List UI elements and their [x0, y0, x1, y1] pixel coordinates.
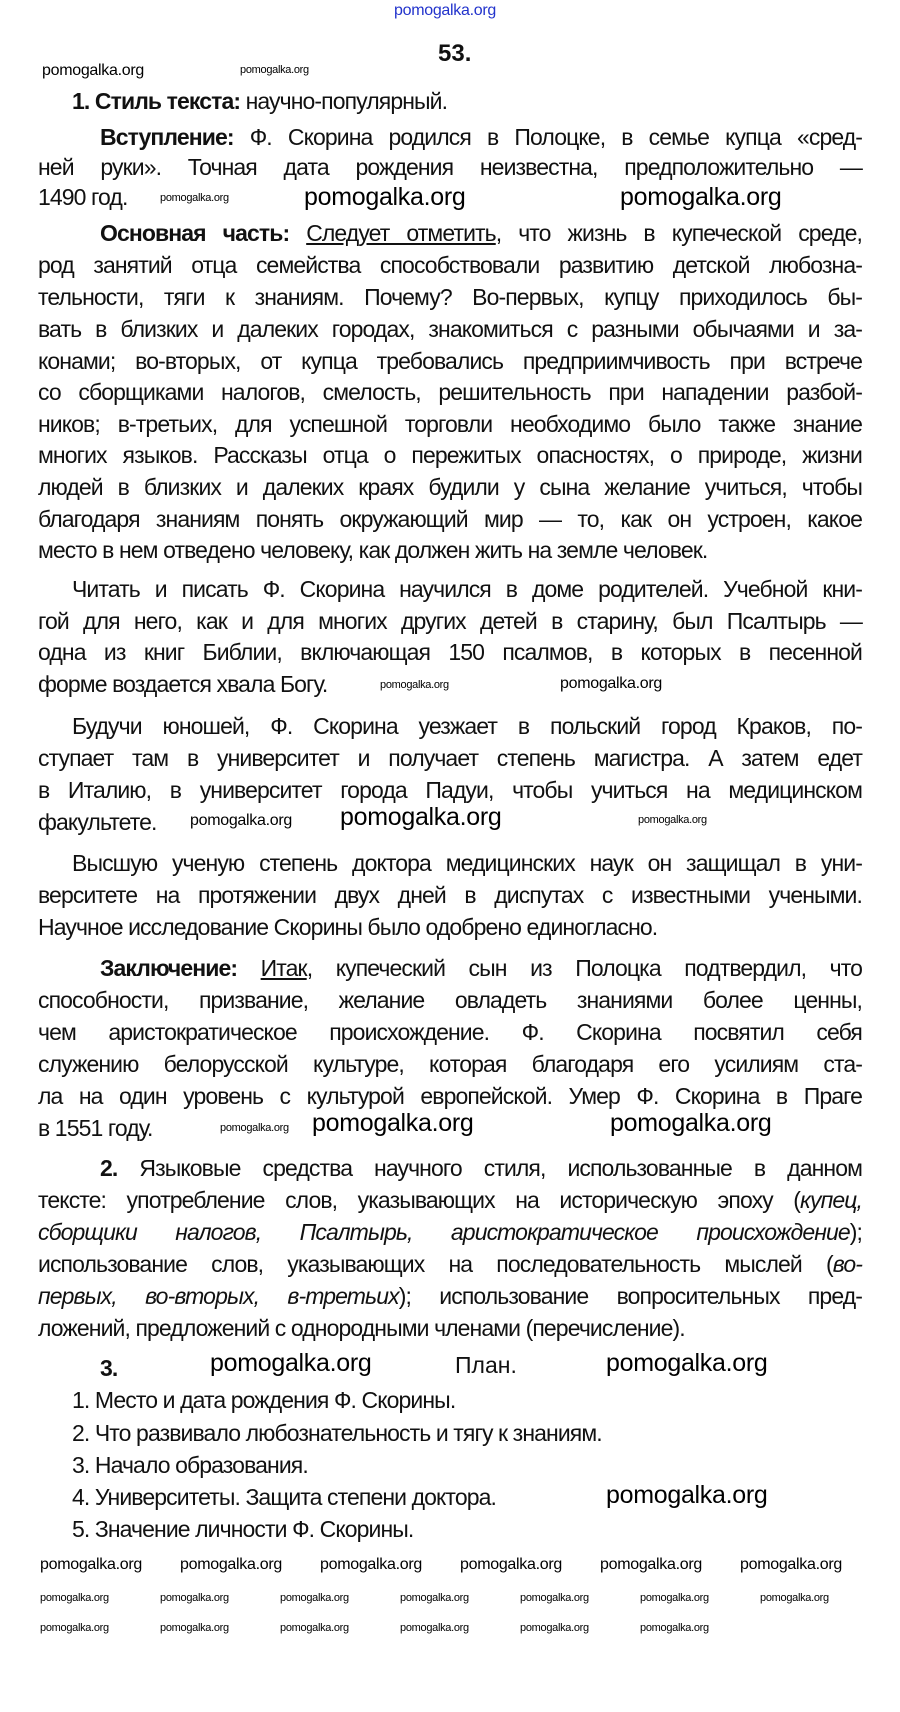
watermark: pomogalka.org — [280, 1592, 349, 1604]
watermark: pomogalka.org — [42, 62, 144, 79]
text-line: многих языков. Рассказы отца о пережитых опасностях, о природе, жизни — [38, 442, 862, 468]
text-line: ла на один уровень с культурой европейской. Умер Ф. Скорина в Праге — [38, 1083, 862, 1109]
watermark: pomogalka.org — [640, 1622, 709, 1634]
text-line: факультете. — [38, 809, 157, 835]
text-line: людей в близких и далеких краях будили у сына желание учиться, чтобы — [38, 474, 862, 500]
watermark: pomogalka.org — [560, 675, 662, 692]
text-line: Читать и писать Ф. Скорина научился в доме родителей. Учебной кни- — [72, 576, 862, 602]
watermark: pomogalka.org — [640, 1592, 709, 1604]
text-segment: научно-популярный. — [245, 88, 448, 114]
watermark: pomogalka.org — [160, 192, 229, 204]
text-segment: Итак — [260, 955, 307, 981]
text-line: 1490 год. — [38, 184, 128, 210]
watermark: pomogalka.org — [606, 1481, 768, 1509]
watermark: pomogalka.org — [606, 1349, 768, 1377]
text-segment: Следует отметить — [306, 220, 496, 246]
watermark: pomogalka.org — [40, 1556, 142, 1573]
text-line: чем аристократическое происхождение. Ф. Скорина посвятил себя — [38, 1019, 862, 1045]
watermark: pomogalka.org — [210, 1349, 372, 1377]
text-line: 5. Значение личности Ф. Скорины. — [72, 1516, 414, 1542]
text-line: в Италию, в университет города Падуи, чтобы учиться на медицинском — [38, 777, 862, 803]
watermark: pomogalka.org — [180, 1556, 282, 1573]
watermark: pomogalka.org — [638, 814, 707, 826]
watermark: pomogalka.org — [190, 812, 292, 829]
plan-title: План. — [455, 1352, 517, 1378]
text-line: благодаря знаниям понять окружающий мир — то, как он устроен, какое — [38, 506, 862, 532]
text-segment: Основная часть: — [100, 220, 307, 246]
text-line: Научное исследование Скорины было одобрено единогласно. — [38, 914, 658, 940]
text-line — [38, 1249, 862, 1279]
text-line: Высшую ученую степень доктора медицинских наук он защищал в уни- — [72, 850, 862, 876]
text-line: ступает там в университет и получает степень магистра. А затем едет — [38, 745, 862, 771]
text-segment: Ф. Скорина родился в Полоцке, в семье купца «сред- — [249, 124, 863, 150]
text-line — [38, 1217, 862, 1247]
watermark: pomogalka.org — [40, 1592, 109, 1604]
watermark: pomogalka.org — [610, 1109, 772, 1137]
watermark: pomogalka.org — [380, 679, 449, 691]
text-segment: Стиль текста: — [94, 88, 246, 114]
watermark: pomogalka.org — [160, 1622, 229, 1634]
watermark: pomogalka.org — [400, 1622, 469, 1634]
watermark: pomogalka.org — [220, 1122, 289, 1134]
watermark: pomogalka.org — [520, 1592, 589, 1604]
text-line: род занятий отца семейства способствовали развитию детской любозна- — [38, 252, 862, 278]
text-segment: тексте: употребление слов, указывающих на историческую эпоху ( — [38, 1187, 801, 1213]
watermark: pomogalka.org — [312, 1109, 474, 1137]
text-line: конами; во-вторых, от купца требовались предприимчивость при встрече — [38, 348, 862, 374]
text-line — [72, 86, 862, 116]
text-segment: ); использование вопросительных пред- — [398, 1283, 862, 1309]
text-line — [100, 1153, 862, 1183]
text-line: верситете на протяжении двух дней в диспутах с известными учеными. — [38, 882, 862, 908]
text-segment: ); — [849, 1219, 862, 1245]
text-segment: , что жизнь в купеческой среде, — [495, 220, 862, 246]
text-line — [38, 1281, 862, 1311]
text-line — [38, 1185, 862, 1215]
text-line: 2. Что развивало любознательность и тягу к знаниям. — [72, 1420, 602, 1446]
text-segment: Вступление: — [100, 124, 250, 150]
text-segment: во- — [832, 1251, 862, 1277]
text-line: тельности, тяги к знаниям. Почему? Во-первых, купцу приходилось бы- — [38, 284, 862, 310]
text-line — [100, 953, 862, 983]
watermark: pomogalka.org — [240, 64, 309, 76]
text-line: 4. Университеты. Защита степени доктора. — [72, 1484, 496, 1510]
text-segment: 2. — [100, 1155, 140, 1181]
text-line: ложений, предложений с однородными членами (перечисление). — [38, 1315, 685, 1341]
text-line: Будучи юношей, Ф. Скорина уезжает в польский город Краков, по- — [72, 713, 862, 739]
text-line: 3. Начало образования. — [72, 1452, 308, 1478]
text-segment: купец, — [800, 1187, 862, 1213]
text-line: гой для него, как и для многих других детей в старину, был Псалтырь — — [38, 608, 862, 634]
watermark: pomogalka.org — [320, 1556, 422, 1573]
text-segment: первых, во-вторых, в-третьих — [38, 1283, 399, 1309]
text-line: ней руки». Точная дата рождения неизвестна, предположительно — — [38, 154, 862, 180]
text-segment: Заключение: — [100, 955, 261, 981]
text-line: место в нем отведено человеку, как должен жить на земле человек. — [38, 537, 708, 563]
text-segment: сборщики налогов, Псалтырь, аристократическое происхождение — [38, 1219, 850, 1245]
text-line: форме воздается хвала Богу. — [38, 671, 328, 697]
text-line — [100, 122, 862, 152]
text-segment: 1. — [72, 88, 95, 114]
watermark: pomogalka.org — [760, 1592, 829, 1604]
header-watermark: pomogalka.org — [394, 2, 496, 19]
watermark: pomogalka.org — [740, 1556, 842, 1573]
text-segment: Языковые средства научного стиля, использованные в данном — [139, 1155, 863, 1181]
watermark: pomogalka.org — [400, 1592, 469, 1604]
watermark: pomogalka.org — [280, 1622, 349, 1634]
watermark: pomogalka.org — [40, 1622, 109, 1634]
text-line: ников; в-третьих, для успешной торговли необходимо было также знание — [38, 411, 862, 437]
text-line — [100, 218, 862, 248]
text-line: способности, призвание, желание овладеть знаниями более ценны, — [38, 987, 862, 1013]
text-line: 1. Место и дата рождения Ф. Скорины. — [72, 1387, 456, 1413]
watermark: pomogalka.org — [160, 1592, 229, 1604]
text-line: в 1551 году. — [38, 1115, 153, 1141]
text-segment: , купеческий сын из Полоцка подтвердил, что — [306, 955, 863, 981]
text-line: со сборщиками налогов, смелость, решительность при нападении разбой- — [38, 379, 862, 405]
watermark: pomogalka.org — [304, 183, 466, 211]
text-line: служению белорусской культуре, которая благодаря его усилиям ста- — [38, 1051, 862, 1077]
watermark: pomogalka.org — [520, 1622, 589, 1634]
text-line: вать в близких и далеких городах, знакомиться с разными обычаями и за- — [38, 316, 862, 342]
watermark: pomogalka.org — [620, 183, 782, 211]
page-number: 53. — [438, 40, 472, 67]
watermark: pomogalka.org — [600, 1556, 702, 1573]
watermark: pomogalka.org — [460, 1556, 562, 1573]
watermark: pomogalka.org — [340, 803, 502, 831]
text-segment: использование слов, указывающих на последовательность мыслей ( — [38, 1251, 833, 1277]
text-segment: 3. — [100, 1355, 118, 1381]
text-line: одна из книг Библии, включающая 150 псалмов, в которых в песенной — [38, 639, 862, 665]
